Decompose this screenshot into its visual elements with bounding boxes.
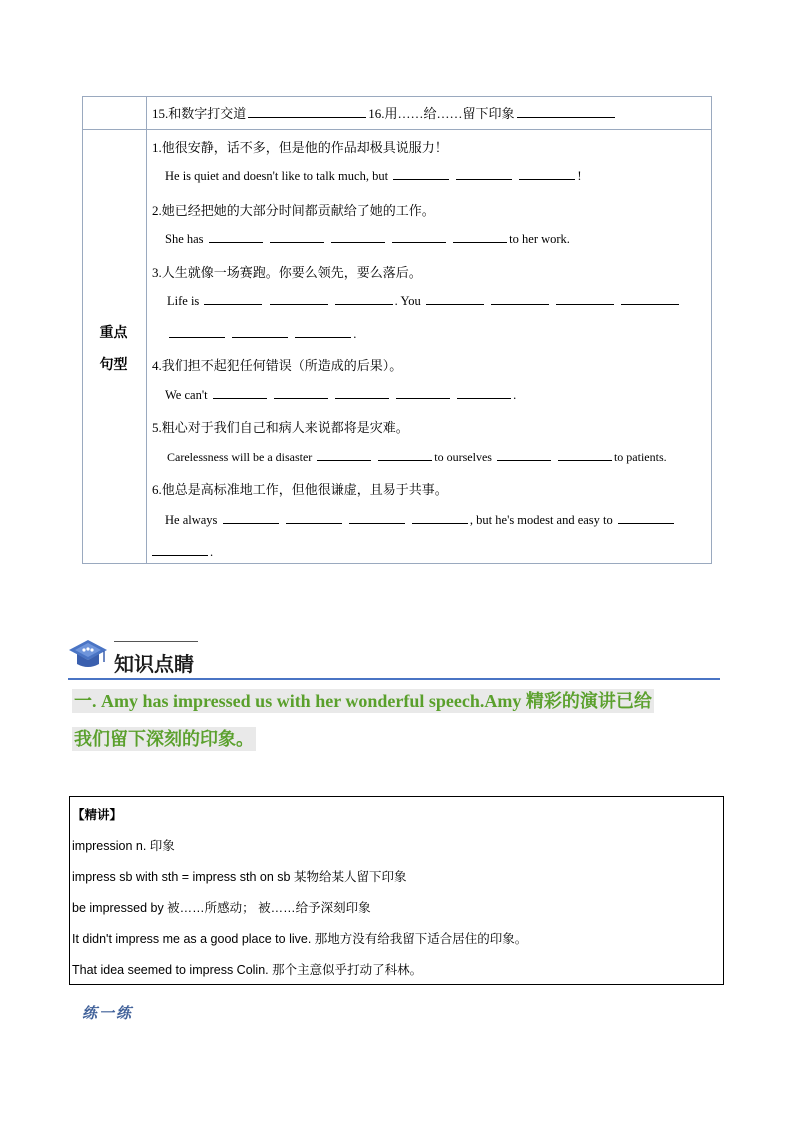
sentence-4-english: We can't . bbox=[165, 388, 517, 402]
blank[interactable] bbox=[517, 105, 615, 118]
explanation-box bbox=[69, 796, 724, 985]
blank[interactable] bbox=[392, 230, 446, 243]
blank[interactable] bbox=[457, 386, 511, 399]
sentence-1-chinese: 1.他很安静，话不多，但是他的作品却极具说服力！ bbox=[152, 140, 448, 155]
sentence-5-english: Carelessness will be a disaster to ourselves to patients. bbox=[167, 450, 667, 464]
blank[interactable] bbox=[232, 325, 288, 338]
blank[interactable] bbox=[223, 511, 279, 524]
blank[interactable] bbox=[497, 448, 551, 461]
sentence-3-chinese: 3.人生就像一场赛跑。你要么领先，要么落后。 bbox=[152, 265, 422, 280]
blank[interactable] bbox=[274, 386, 328, 399]
blank[interactable] bbox=[295, 325, 351, 338]
phrase-16: 16.用……给……留下印象 bbox=[368, 106, 515, 121]
blank[interactable] bbox=[335, 292, 393, 305]
phrase-15: 15.和数字打交道 bbox=[152, 106, 247, 121]
blank[interactable] bbox=[152, 543, 208, 556]
title-overline bbox=[114, 641, 198, 642]
section-rule bbox=[68, 678, 720, 680]
blank[interactable] bbox=[248, 105, 366, 118]
section-title: 知识点睛 bbox=[114, 652, 194, 676]
blank[interactable] bbox=[204, 292, 262, 305]
graduation-cap-icon bbox=[68, 638, 108, 672]
box-label: 【精讲】 bbox=[72, 808, 123, 822]
table-row-1 bbox=[152, 103, 617, 122]
blank[interactable] bbox=[270, 292, 328, 305]
blank[interactable] bbox=[317, 448, 371, 461]
blank[interactable] bbox=[519, 167, 575, 180]
sentence-5-chinese: 5.粗心对于我们自己和病人来说都将是灾难。 bbox=[152, 420, 409, 435]
blank[interactable] bbox=[209, 230, 263, 243]
sentence-2-english: She has to her work. bbox=[165, 232, 570, 246]
box-line-5: That idea seemed to impress Colin. 那个主意似乎打动了科林。 bbox=[72, 963, 423, 977]
blank[interactable] bbox=[621, 292, 679, 305]
box-line-2: impress sb with sth = impress sth on sb 某物给某人留下印象 bbox=[72, 870, 407, 884]
sentence-6-english-cont: . bbox=[152, 543, 213, 560]
box-line-4: It didn't impress me as a good place to live. 那地方没有给我留下适合居住的印象。 bbox=[72, 932, 528, 946]
blank[interactable] bbox=[335, 386, 389, 399]
sentence-4-chinese: 4.我们担不起犯任何错误（所造成的后果）。 bbox=[152, 358, 403, 373]
blank[interactable] bbox=[213, 386, 267, 399]
blank[interactable] bbox=[491, 292, 549, 305]
blank[interactable] bbox=[558, 448, 612, 461]
sentence-2-chinese: 2.她已经把她的大部分时间都贡献给了她的工作。 bbox=[152, 203, 435, 218]
blank[interactable] bbox=[556, 292, 614, 305]
sentence-6-english: He always , but he's modest and easy to bbox=[165, 511, 676, 528]
blank[interactable] bbox=[453, 230, 507, 243]
side-label-line2: 句型 bbox=[99, 358, 128, 373]
blank[interactable] bbox=[331, 230, 385, 243]
blank[interactable] bbox=[270, 230, 324, 243]
blank[interactable] bbox=[412, 511, 468, 524]
heading-line-1: 一. Amy has impressed us with her wonderful speech.Amy 精彩的演讲已给 bbox=[74, 691, 652, 711]
box-line-3: be impressed by 被……所感动； 被……给予深刻印象 bbox=[72, 901, 371, 915]
sentence-3-english-cont: . bbox=[167, 325, 356, 342]
sentence-6-chinese: 6.他总是高标准地工作，但他很谦虚，且易于共事。 bbox=[152, 482, 448, 497]
box-line-1: impression n. 印象 bbox=[72, 839, 175, 853]
table-row-divider bbox=[83, 129, 711, 130]
side-label-line1: 重点 bbox=[99, 326, 128, 341]
blank[interactable] bbox=[396, 386, 450, 399]
blank[interactable] bbox=[426, 292, 484, 305]
sentence-3-english: Life is . You bbox=[167, 292, 681, 309]
heading-line-2: 我们留下深刻的印象。 bbox=[74, 729, 254, 749]
blank[interactable] bbox=[349, 511, 405, 524]
blank[interactable] bbox=[378, 448, 432, 461]
practice-label: 练一练 bbox=[82, 1004, 134, 1022]
blank[interactable] bbox=[286, 511, 342, 524]
blank[interactable] bbox=[456, 167, 512, 180]
sentence-1-english: He is quiet and doesn't like to talk much, but ! bbox=[165, 169, 582, 183]
table-column-divider bbox=[146, 97, 147, 563]
blank[interactable] bbox=[393, 167, 449, 180]
blank[interactable] bbox=[169, 325, 225, 338]
blank[interactable] bbox=[618, 511, 674, 524]
